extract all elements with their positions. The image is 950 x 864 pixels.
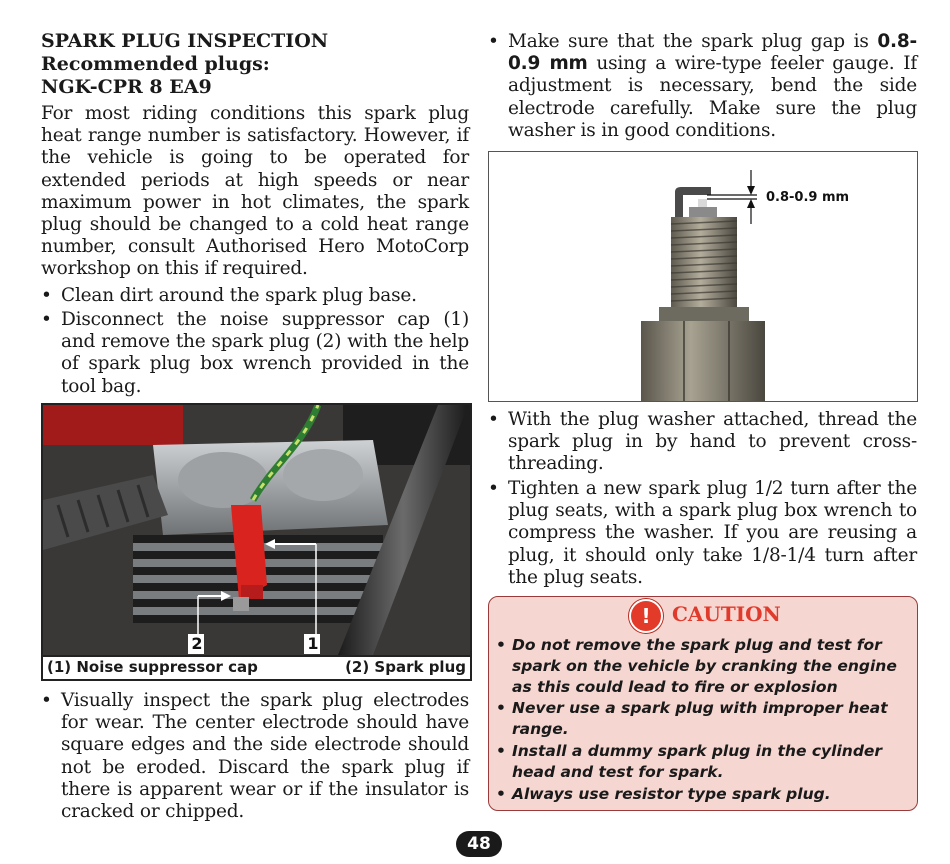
engine-photo (41, 403, 472, 657)
gap-value: 0.8-0.9 mm (508, 31, 918, 75)
caution-item (496, 698, 908, 740)
section-heading (41, 30, 328, 99)
caution-header (489, 597, 917, 631)
photo-caption (41, 655, 472, 681)
caption-spark-plug: (2) Spark plug (345, 658, 466, 676)
engine-illustration (43, 405, 470, 655)
caution-item-text: Always use resistor type spark plug. (512, 785, 831, 803)
label-spark-plug-number: 2 (191, 634, 203, 653)
spark-plug-illustration (489, 152, 917, 401)
bullet-dot: • (41, 285, 52, 306)
bullet-gap (488, 31, 918, 142)
label-noise-cap-number: 1 (307, 634, 319, 653)
caution-item-text: Do not remove the spark plug and test for spark on the vehicle by cranking the engine as this could lead to fire or explosion (512, 636, 897, 696)
bullet-text: Clean dirt around the spark plug base. (61, 285, 417, 306)
gap-text-post: using a wire-type feeler gauge. If adjustment is necessary, bend the side electrode carefully. Make sure the plug washer is in good conditions. (508, 53, 917, 141)
section-title: SPARK PLUG INSPECTION (41, 30, 329, 52)
bullet-dot: • (496, 742, 506, 760)
caution-item (496, 784, 908, 805)
bullet-dot: • (496, 699, 506, 717)
exclamation-icon: ! (629, 599, 663, 633)
caption-noise-cap: (1) Noise suppressor cap (47, 658, 258, 676)
bullet-dot: • (488, 31, 499, 52)
caution-item-text: Never use a spark plug with improper heat range. (512, 699, 888, 738)
bullet-text: Tighten a new spark plug 1/2 turn after the plug seats, with a spark plug box wrench to compress the washer. If you are reusing a plug, it should only take 1/8-1/4 turn after the plug seats. (508, 478, 917, 588)
caution-item (496, 741, 908, 783)
bullet-inspect (41, 690, 469, 823)
bullet-dot: • (41, 690, 52, 711)
bullet-dot: • (496, 636, 506, 654)
caution-box (488, 596, 918, 811)
bullet-disconnect (41, 309, 469, 398)
bullet-dot: • (41, 309, 52, 330)
caution-item-text: Install a dummy spark plug in the cylinder head and test for spark. (512, 742, 883, 781)
bullet-dot: • (496, 785, 506, 803)
intro-paragraph: For most riding conditions this spark plug heat range number is satisfactory. However, if the vehicle is going to be operated for extended periods at high speeds or near maximum power in hot climates, the spark plug should be changed to a cold heat range number, consult Authorised Hero MotoCorp workshop on this if required. (41, 103, 469, 280)
caution-title: CAUTION (672, 602, 781, 626)
gap-diagram-label: 0.8-0.9 mm (766, 190, 850, 205)
bullet-text: Visually inspect the spark plug electrodes for wear. The center electrode should have square edges and the side electrode should not be eroded. Discard the spark plug if there is apparent wear or if the insulator is cracked or chipped. (61, 690, 469, 823)
plug-model: NGK-CPR 8 EA9 (41, 76, 212, 98)
bullet-text: Disconnect the noise suppressor cap (1) and remove the spark plug (2) with the help of spark plug box wrench provided in the tool bag. (61, 309, 469, 397)
bullet-tighten (488, 478, 917, 589)
gap-text-pre: Make sure that the spark plug gap is (508, 31, 869, 52)
page-number: 48 (456, 831, 502, 857)
bullet-thread-by-hand (488, 409, 917, 476)
caution-item (496, 635, 908, 698)
recommended-plugs-label: Recommended plugs: (41, 53, 270, 75)
bullet-dot: • (488, 409, 499, 430)
spark-plug-gap-diagram (488, 151, 918, 402)
bullet-clean-dirt (41, 285, 469, 307)
bullet-dot: • (488, 478, 499, 499)
bullet-text: With the plug washer attached, thread the spark plug in by hand to prevent cross-threading. (508, 409, 917, 475)
